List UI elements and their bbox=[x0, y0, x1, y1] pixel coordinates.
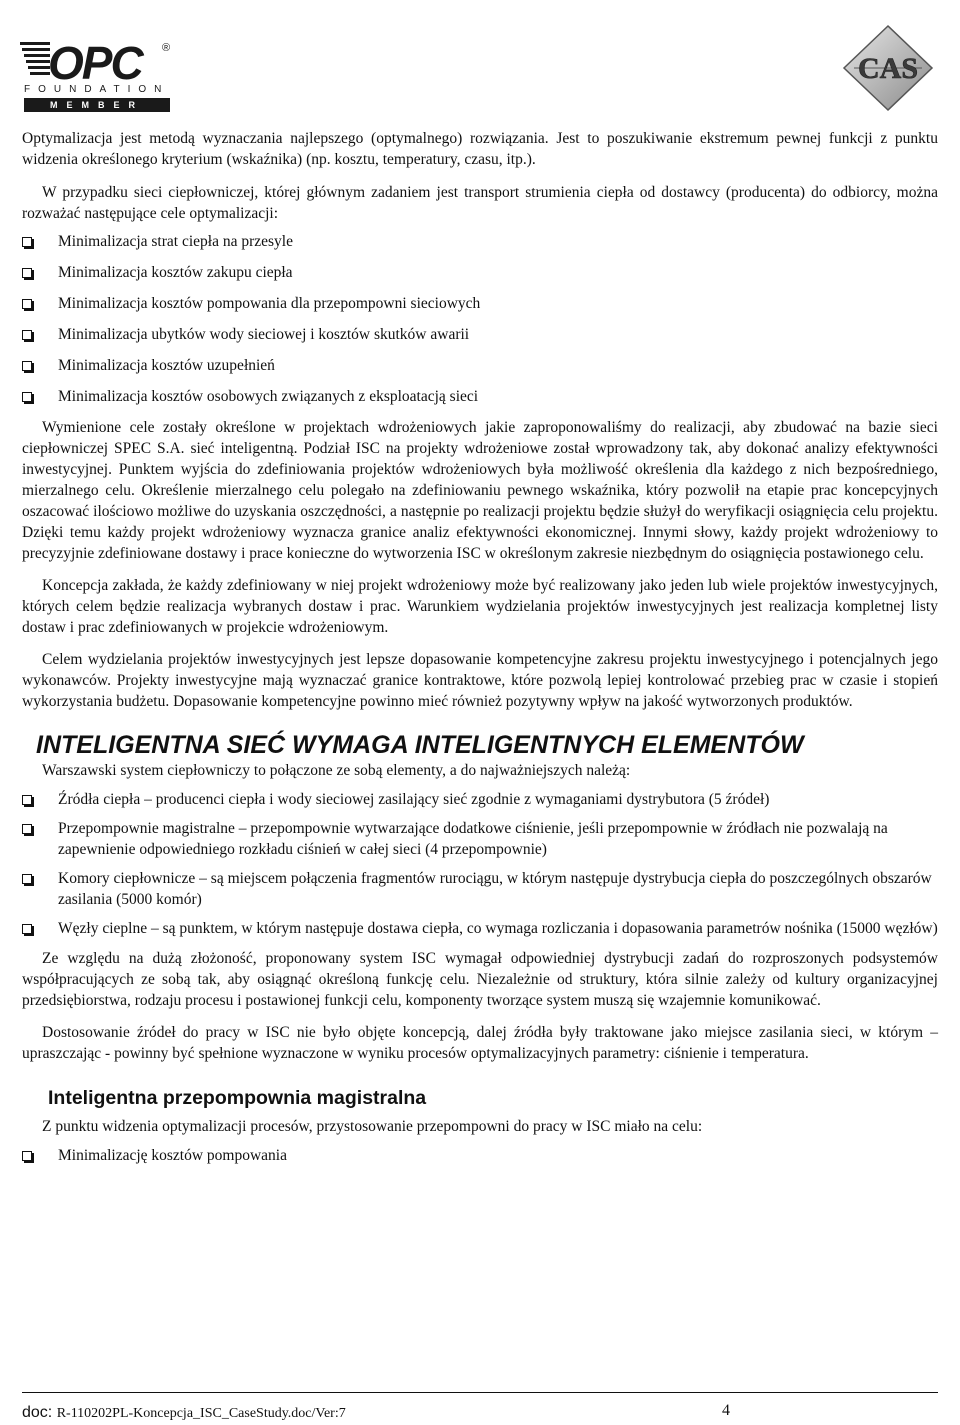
intro-paragraph-4: Koncepcja zakłada, że każdy zdefiniowany w niej projekt wdrożeniowy może być realizowany jako jeden lub wiele projektów inwestycyjnych, których celem będzie realizacja wybranych dostaw i prac. Warunkiem wydzielania projektów inwestycyjnych jest realizacja kompletnej listy dostaw i prac zdefiniowanych w projekcie wdrożeniowym. bbox=[22, 577, 938, 636]
checkbox-bullet-icon bbox=[22, 1151, 32, 1161]
checkbox-bullet-icon bbox=[22, 268, 32, 278]
list-item: Minimalizację kosztów pompowania bbox=[22, 1145, 938, 1166]
checkbox-bullet-icon bbox=[22, 392, 32, 402]
section2-lead: Z punktu widzenia optymalizacji procesów, przystosowanie przepompowni do pracy w ISC miało na celu: bbox=[42, 1118, 703, 1135]
checkbox-bullet-icon bbox=[22, 924, 32, 934]
list-item: Przepompownie magistralne – przepompownie wytwarzające dodatkowe ciśnienie, jeśli przepompownie w źródłach nie pozwalają na zapewnienie odpowiedniego rozkładu ciśnień w całej sieci (4 przepompownie) bbox=[22, 818, 938, 860]
intro-paragraph-1: Optymalizacja jest metodą wyznaczania najlepszego (optymalnego) rozwiązania. Jest to poszukiwanie ekstremum pewnej funkcji z punktu widzenia określonego kryterium (wskaźnika) (np. kosztu, temperatury, czasu, itp.). bbox=[22, 130, 938, 168]
section1-lead: Warszawski system ciepłowniczy to połączone ze sobą elementy, a do najważniejszych należą: bbox=[42, 762, 631, 779]
document-body bbox=[22, 128, 938, 1166]
opc-logo-letters: OPC bbox=[48, 37, 142, 89]
section-heading-intelligent-network: INTELIGENTNA SIEĆ WYMAGA INTELIGENTNYCH ELEMENTÓW bbox=[36, 731, 804, 759]
section-heading-pump-station: Inteligentna przepompownia magistralna bbox=[48, 1087, 427, 1109]
checkbox-bullet-icon bbox=[22, 237, 32, 247]
list-item: Minimalizacja kosztów zakupu ciepła bbox=[22, 262, 938, 293]
list-item: Węzły cieplne – są punktem, w którym następuje dostawa ciepła, co wymaga rozliczania i dopasowania parametrów nośnika (15000 węzłów) bbox=[22, 918, 938, 939]
section1-paragraph-1: Ze względu na dużą złożoność, proponowany system ISC wymagał odpowiedniej dystrybucji zadań do rozproszonych podsystemów współpracujących ze sobą tak, aby osiągnąć określoną funkcję celu. Niezależnie od struktury, która silnie zależy od kultury organizacyjnej przedsiębiorstwa, rodzaju procesu i postawionej funkcji celu, komponenty tworzące system muszą się wzajemnie komunikować. bbox=[22, 950, 938, 1009]
checkbox-bullet-icon bbox=[22, 874, 32, 884]
page-header bbox=[0, 0, 960, 120]
list-item: Minimalizacja kosztów pompowania dla przepompowni sieciowych bbox=[22, 293, 938, 324]
intro-paragraph-3: Wymienione cele zostały określone w projektach wdrożeniowych jakie zaproponowaliśmy do realizacji, aby zbudować na bazie sieci ciepłowniczej SPEC S.A. sieć inteligentną. Podział ISC na projekty wdrożeniowe został wprowadzony tak, aby dokonać analizy efektywności inwestycyjnej. Punktem wyjścia do zdefiniowania projektów wdrożeniowych była możliwość określenia dla każdego z nich bezpośredniego, mierzalnego celu. Określenie mierzalnego celu polegało na zdefiniowaniu pewnego wskaźnika, który pozwolił na etapie prac koncepcyjnych oszacować ilościowo możliwe do uzyskania oszczędności, a następnie po realizacji projektu będzie służył do weryfikacji osiągnięcia celu projektu. Dzięki temu każdy projekt wdrożeniowy wyznacza granice analiz efektywności ekonomicznej. Innymi słowy, każdy projekt wdrożeniowy to precyzyjnie zdefiniowane dostawy i prace konieczne do wytworzenia ISC w określonym zakresie niezbędnym do osiągnięcia postawionego celu. bbox=[22, 419, 938, 562]
page-number: 4 bbox=[722, 1402, 730, 1419]
cas-logo bbox=[840, 24, 936, 112]
list-item: Minimalizacja strat ciepła na przesyle bbox=[22, 231, 938, 262]
list-item: Minimalizacja ubytków wody sieciowej i kosztów skutków awarii bbox=[22, 324, 938, 355]
opc-logo-member: MEMBER bbox=[24, 98, 170, 112]
footer-doc-label: doc: bbox=[22, 1404, 53, 1421]
checkbox-bullet-icon bbox=[22, 795, 32, 805]
network-elements-list bbox=[22, 789, 938, 939]
list-item: Minimalizacja kosztów uzupełnień bbox=[22, 355, 938, 386]
opc-logo-foundation: FOUNDATION bbox=[24, 84, 170, 95]
checkbox-bullet-icon bbox=[22, 824, 32, 834]
footer-document-id bbox=[22, 1404, 346, 1422]
list-item: Komory ciepłownicze – są miejscem połączenia fragmentów rurociągu, w którym następuje dystrybucja ciepła do poszczególnych obszarów zasilania (5000 komór) bbox=[22, 868, 938, 910]
cas-logo-letters: CAS bbox=[857, 52, 919, 85]
footer-divider bbox=[22, 1392, 938, 1393]
pump-station-goals-list bbox=[22, 1145, 938, 1166]
checkbox-bullet-icon bbox=[22, 361, 32, 371]
optimization-goals-list bbox=[22, 231, 938, 417]
intro-paragraph-5: Celem wydzielania projektów inwestycyjnych jest lepsze dopasowanie kompetencyjne zakresu projektu inwestycyjnego i potencjalnych jego wykonawców. Projekty inwestycyjne mają wyznaczać granice kontraktowe, które pozwolą lepiej kontrolować przebieg prac w czasie i stopień wykorzystania budżetu. Dopasowanie kompetencyjne powinno mieć również pozytywny wpływ na jakość wytworzonych produktów. bbox=[22, 651, 938, 710]
checkbox-bullet-icon bbox=[22, 330, 32, 340]
section1-paragraph-2: Dostosowanie źródeł do pracy w ISC nie było objęte koncepcją, dalej źródła były traktowane jako miejsce zasilania sieci, w którym – upraszczając - powinny być spełnione wyznaczone w wyniku procesów optymalizacyjnych parametry: ciśnienie i temperatura. bbox=[22, 1024, 938, 1062]
registered-mark-icon: ® bbox=[162, 42, 171, 54]
list-item: Minimalizacja kosztów osobowych związanych z eksploatacją sieci bbox=[22, 386, 938, 417]
list-item: Źródła ciepła – producenci ciepła i wody sieciowej zasilający sieć zgodnie z wymaganiami dystrybutora (5 źródeł) bbox=[22, 789, 938, 810]
checkbox-bullet-icon bbox=[22, 299, 32, 309]
opc-foundation-member-logo bbox=[10, 18, 175, 110]
intro-paragraph-2: W przypadku sieci ciepłowniczej, której głównym zadaniem jest transport strumienia ciepła od dostawcy (producenta) do odbiorcy, można rozważać następujące cele optymalizacji: bbox=[22, 184, 938, 222]
footer-doc-filename: R-110202PL-Koncepcja_ISC_CaseStudy.doc/Ver:7 bbox=[56, 1406, 346, 1421]
